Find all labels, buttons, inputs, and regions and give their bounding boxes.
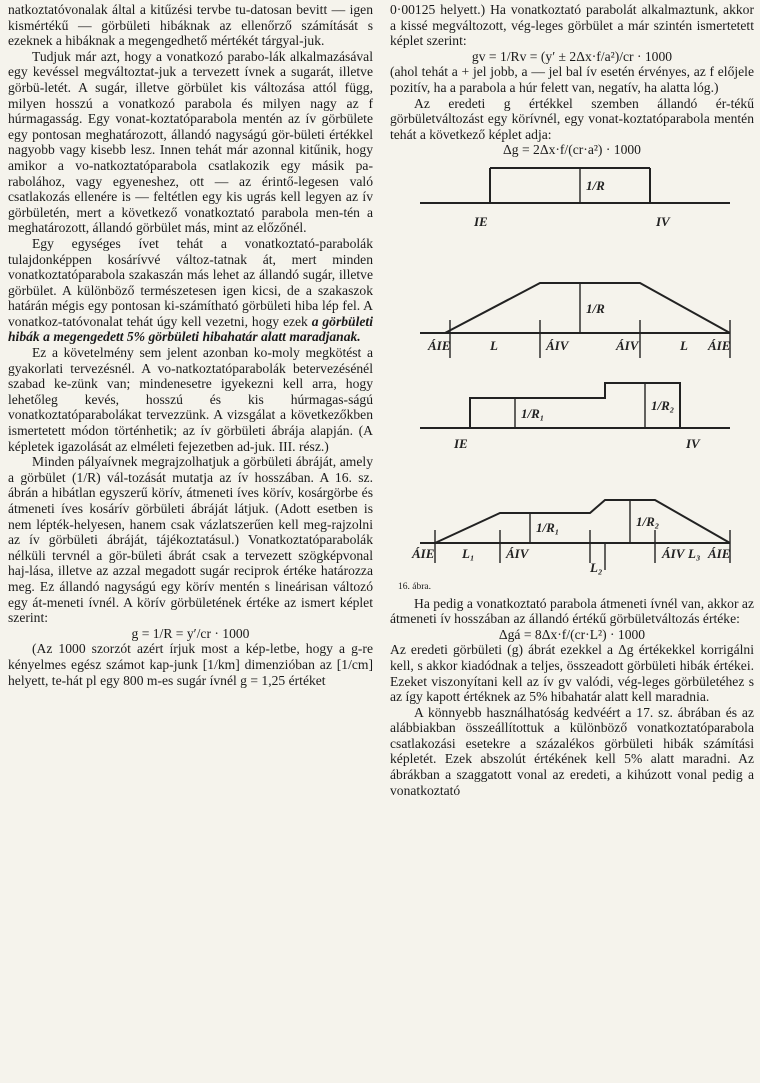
formula-curvature: g = 1/R = y′/cr · 1000 (131, 625, 250, 641)
formula-final-curvature: gv = 1/Rv = (y′ ± 2Δx·f/a²)/cr · 1000 (471, 48, 673, 64)
label-L3: L₃ (688, 545, 701, 561)
paragraph-text: Egy egységes ívet tehát a vonatkoztató-parabolák tulajdonképpen kosárívvé változ-tatnak át, mert minden vonatkoztatóparabola szakaszán más lehet az állandó sugár, illetve görbület. A különböző természetesen igen kicsi, de a szakaszok határán mégis egy pontosan ki-számítható görbületi hiba lép fel. A vonatkoz-tatóvonalat tehát úgy kell vezetni, hogy ezek (8, 235, 373, 329)
label-AIV: ÁIV (616, 337, 639, 353)
paragraph: Az eredeti görbületi (g) ábrát ezekkel a Δg értékekkel korrigálni kell, s akkor kiadódnak a teljes, összeadott görbületi hibák értékei. Ezeket viszonyítani kell az ív gv valódi, vég-leges görbületéhez s az így kapott értéknek az 5% hibahatár alatt kell maradnia. (390, 642, 754, 705)
label-AIE: ÁIE (708, 337, 731, 353)
label-AIV: ÁIV (662, 545, 685, 561)
label-AIV: ÁIV (546, 337, 569, 353)
label-L1: L₁ (462, 545, 475, 561)
label-1-over-R1: 1/R₁ (521, 405, 545, 421)
label-AIE: ÁIE (412, 545, 435, 561)
paragraph: Ha pedig a vonatkoztató parabola átmeneti ívnél van, akkor az átmeneti ív hosszában az állandó értékű görbületváltozás értéke: (390, 595, 754, 627)
label-L: L (490, 337, 498, 353)
paragraph: Minden pályaívnek megrajzolhatjuk a görbületi ábráját, amely a görbület (1/R) vál-tozását mutatja az ív hosszában. A 16. sz. ábrán a hibátlan egyszerű körív, átmeneti íves körív, kosárgörbe és átmeneti íves kosárív görbületi ábráját látjuk. (Adott esetben is nem lépték-helyesen, hanem csak vázlatszerűen kell meg-rajzolni az ív görbületi ábráját, tájékoztatásul.) Vonatkoztatóparabolák nélküli tervnél a gör-bületi ábrát csak a tervezett szögképvonal haj-lása, illetve az azzal megadott sugár reciprok értéke határozza meg. Ez állandó nagyságú egy körív mentén s lineárisan változó egy át-meneti ívnél. A körív görbületének értéke az ismert képlet szerint: (8, 454, 373, 626)
label-AIE: ÁIE (708, 545, 731, 561)
label-1-over-R1: 1/R₁ (536, 519, 560, 535)
paragraph: Az eredeti g értékkel szemben állandó ér-tékű görbületváltozást egy körívnél, egy vonat-koztatóparabola mentén tehát a következő képlet adja: (390, 95, 754, 142)
label-L: L (680, 337, 688, 353)
left-column (8, 2, 373, 688)
formula-delta-g: Δg = 2Δx·f/(cr·a²) · 1000 (503, 142, 641, 158)
formula-delta-g-transition: Δgá = 8Δx·f/(cr·L²) · 1000 (498, 626, 646, 642)
label-IV: IV (686, 435, 700, 451)
right-column (390, 2, 754, 798)
label-1-over-R2: 1/R₂ (651, 397, 675, 413)
figure-caption: 16. ábra. (398, 581, 431, 592)
label-AIE: ÁIE (428, 337, 451, 353)
label-L2: L₂ (590, 559, 603, 575)
label-IV: IV (656, 213, 670, 229)
paragraph: (ahol tehát a + jel jobb, a — jel bal ív esetén érvényes, az f előjele pozitív, ha a parabola a húr felett van, negatív, ha alatta lóg.) (390, 64, 754, 95)
label-IE: IE (454, 435, 468, 451)
paragraph: Tudjuk már azt, hogy a vonatkozó parabo-lák alkalmazásával egy kevéssel megváltoztat-juk a tervezett ívnek a sugarát, illetve görbü-letét. A sugár, illetve görbület kis változása attól függ, milyen hosszú a vonatkozó parabola és milyen nagy az f húrmagasság. Egy vonat-koztatóparabola mentén az ív görbülete egy pontosan meghatározott, állandó nagyságú gör-bületi értékkel nagyobb vagy kisebb lesz. Innen tehát már azonnal kitűnik, hogy amikor a vo-natkoztatóparabola csatlakozik egy másik pa-rabolához, vagy egyeneshez, ott — az érintő-legesen való csatlakozás ellenére is — feltétlen egy kis ugrás kell legyen az ív görbületén, mert a következő vonatkoztató parabola men-tén a meghatározott, állandó görbület más, mint az előzőnél. (8, 48, 373, 236)
paragraph: Ez a követelmény sem jelent azonban ko-moly megkötést a gyakorlati tervezésnél. A vo-natkoztatóparabolák betervezésénél szabad ke-zünk van; mindenesetre igyekezni kell arra, hogy lehetőleg kevés, hosszú és kis húrmagas-ságú vonatkoztatóparabolákat tervezzünk. A vizsgálat a következőkben ismertetett módon történhetik; az ív görbületi ábrája alapján. (A képletek igazolását az elméleti fejezetben ad-juk. III. rész.) (8, 345, 373, 454)
label-AIV: ÁIV (506, 545, 529, 561)
paragraph: (Az 1000 szorzót azért írjuk most a kép-letbe, hogy a g-re kényelmes egész számot kap-junk [1/km] dimenzióban az [1/cm] helyett, te-hát pl egy 800 m-es sugár ívnél g = 1,25 értéket (8, 641, 373, 688)
paragraph: 0·00125 helyett.) Ha vonatkoztató parabolát alkalmaztunk, akkor a kissé megváltozott, vég-leges görbület a már szintén ismertetett képlet szerint: (390, 2, 754, 49)
paragraph (8, 236, 373, 345)
label-IE: IE (474, 213, 488, 229)
figure-16 (390, 158, 754, 596)
paragraph: A könnyebb használhatóság kedvéért a 17. sz. ábrában és az alábbiakban összeállítottuk a különböző vonatkoztatóparabola csatlakozási esetekre a százalékos görbületi hibák számítási képletét. Ezek abszolút értékének kell 5% alatt maradni. Az ábrákban a szaggatott vonal az eredeti, a kihúzott vonal pedig a vonatkoztató (390, 704, 754, 798)
label-1-over-R: 1/R (586, 177, 605, 193)
paragraph: natkoztatóvonalak által a kitűzési tervbe tu-datosan bevitt — igen kismértékű — görbületi hibáknak az ellenőrző számítását s ezeknek a hibáknak a megengedhető mértékét tárgyal-juk. (8, 2, 373, 49)
emphasized-text: a görbületi hibák a megengedett 5% görbületi hibahatár alatt maradjanak. (8, 313, 373, 345)
label-1-over-R: 1/R (586, 300, 605, 316)
curvature-diagrams (390, 158, 754, 578)
label-1-over-R2: 1/R₂ (636, 513, 660, 529)
